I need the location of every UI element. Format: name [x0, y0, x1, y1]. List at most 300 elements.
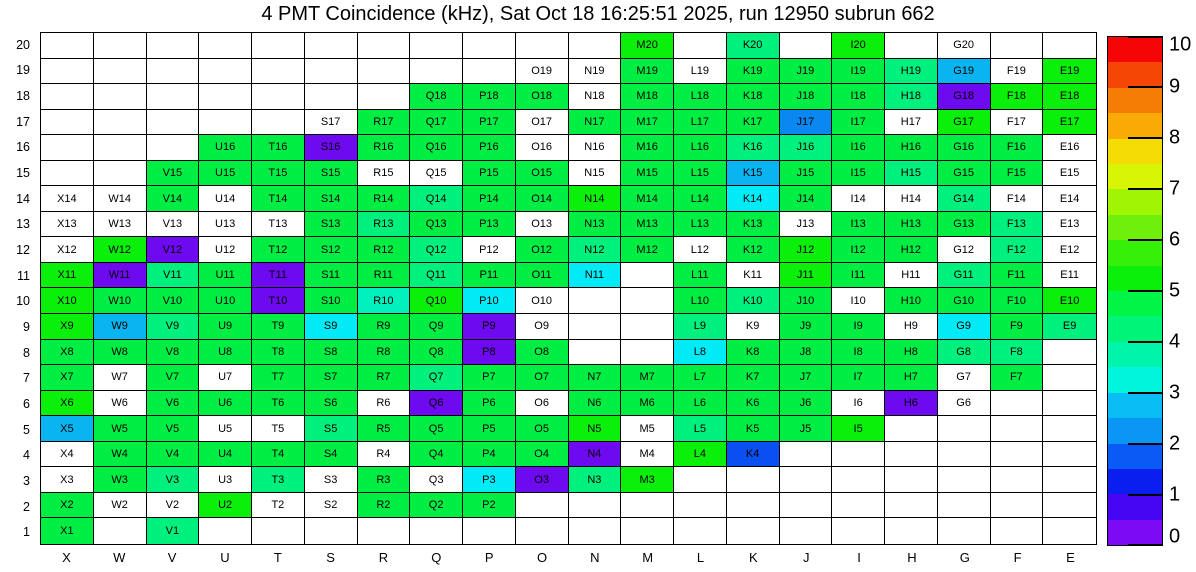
cell-label: V10	[162, 294, 183, 307]
cell-label: Q5	[428, 422, 444, 435]
cell-label: K4	[745, 448, 760, 461]
heatmap-cell	[569, 263, 622, 289]
heatmap-cell	[621, 84, 674, 110]
col-axis-label: K	[749, 549, 758, 565]
cell-label: G10	[953, 294, 975, 307]
heatmap-cell	[199, 186, 252, 212]
heatmap-cell	[252, 33, 305, 59]
heatmap-cell	[569, 186, 622, 212]
heatmap-cell	[727, 59, 780, 85]
cell-label: L13	[690, 218, 710, 231]
cell-label: P8	[482, 345, 496, 358]
cell-label: G7	[956, 371, 971, 384]
cell-label: E11	[1060, 269, 1079, 282]
cell-label: X14	[57, 192, 77, 205]
heatmap-cell	[674, 416, 727, 442]
cell-label: R13	[373, 218, 394, 231]
heatmap-cell	[727, 212, 780, 238]
heatmap-cell	[463, 493, 516, 519]
cell-label: M3	[639, 473, 655, 486]
col-axis-label: H	[907, 549, 917, 565]
heatmap-cell	[938, 263, 991, 289]
heatmap-cell	[463, 442, 516, 468]
heatmap-cell	[885, 518, 938, 544]
heatmap-cell	[94, 493, 147, 519]
cell-label: L4	[693, 448, 706, 461]
y-axis-row-labels	[0, 32, 33, 545]
cell-label: X4	[60, 448, 74, 461]
cell-label: V5	[165, 422, 180, 435]
row-axis-label: 15	[16, 166, 30, 181]
col-axis-label: V	[167, 549, 177, 565]
cell-label: N17	[584, 115, 605, 128]
heatmap-cell	[252, 416, 305, 442]
heatmap-cell	[569, 391, 622, 417]
cell-label: O12	[531, 243, 553, 256]
colorbar-band	[1108, 88, 1162, 113]
heatmap-cell	[147, 340, 200, 366]
row-axis-label: 5	[23, 422, 30, 437]
colorbar	[1107, 36, 1163, 546]
heatmap-cell	[832, 263, 885, 289]
heatmap-cell	[358, 186, 411, 212]
cell-label: W2	[111, 499, 128, 512]
cell-label: V9	[165, 320, 180, 333]
colorbar-band	[1108, 113, 1162, 138]
cell-label: O6	[534, 396, 549, 409]
colorbar-band	[1108, 266, 1162, 291]
heatmap-cell	[621, 442, 674, 468]
cell-label: R9	[376, 320, 391, 333]
cell-label: S16	[320, 141, 341, 154]
cell-label: R12	[373, 243, 394, 256]
cell-label: F9	[1009, 320, 1023, 333]
heatmap-cell	[516, 493, 569, 519]
col-axis-label: E	[1066, 549, 1075, 565]
cell-label: F7	[1009, 371, 1023, 384]
cell-label: O14	[531, 192, 553, 205]
heatmap-cell	[832, 110, 885, 136]
heatmap-cell	[1043, 416, 1096, 442]
heatmap-cell	[516, 365, 569, 391]
heatmap-cell	[147, 263, 200, 289]
heatmap-cell	[938, 59, 991, 85]
cell-label: T10	[268, 294, 288, 307]
heatmap-cell	[621, 493, 674, 519]
cell-label: S15	[320, 167, 341, 180]
cell-label: V3	[165, 473, 180, 486]
cell-label: P3	[482, 473, 496, 486]
cell-label: T4	[271, 448, 285, 461]
heatmap-cell	[516, 467, 569, 493]
heatmap-cell	[991, 84, 1044, 110]
heatmap-cell	[674, 314, 727, 340]
heatmap-cell	[938, 186, 991, 212]
row-axis-label: 6	[23, 397, 30, 412]
heatmap-cell	[1043, 314, 1096, 340]
heatmap-cell	[305, 33, 358, 59]
heatmap-cell	[252, 161, 305, 187]
cell-label: V6	[165, 396, 180, 409]
heatmap-cell	[780, 161, 833, 187]
heatmap-cell	[832, 442, 885, 468]
cell-label: V7	[165, 371, 180, 384]
cell-label: U5	[218, 422, 233, 435]
heatmap-cell	[199, 467, 252, 493]
heatmap-cell	[1043, 110, 1096, 136]
heatmap-cell	[94, 518, 147, 544]
cell-label: L19	[690, 64, 710, 77]
heatmap-cell	[727, 161, 780, 187]
cell-label: W12	[108, 243, 131, 256]
heatmap-cell	[199, 391, 252, 417]
heatmap-cell	[516, 237, 569, 263]
cell-label: U12	[215, 243, 236, 256]
heatmap-cell	[516, 186, 569, 212]
cell-label: P9	[482, 320, 496, 333]
heatmap-cell	[147, 59, 200, 85]
cell-label: E16	[1059, 141, 1080, 154]
colorbar-band	[1108, 418, 1162, 443]
heatmap-cell	[780, 518, 833, 544]
heatmap-cell	[516, 391, 569, 417]
cell-label: Q8	[428, 345, 444, 358]
cell-label: H15	[900, 167, 921, 180]
cell-label: K7	[745, 371, 760, 384]
cell-label: E12	[1059, 243, 1080, 256]
heatmap-cell	[358, 365, 411, 391]
cell-label: L16	[690, 141, 710, 154]
heatmap-cell	[41, 212, 94, 238]
cell-label: M7	[639, 371, 655, 384]
heatmap-cell	[991, 237, 1044, 263]
cell-label: N13	[584, 218, 605, 231]
heatmap-cell	[463, 340, 516, 366]
heatmap-cell	[41, 391, 94, 417]
cell-label: L7	[693, 371, 706, 384]
colorbar-band	[1108, 469, 1162, 494]
cell-label: M6	[639, 396, 655, 409]
heatmap-cell	[305, 391, 358, 417]
heatmap-cell	[199, 365, 252, 391]
heatmap-cell	[938, 135, 991, 161]
heatmap-cell	[938, 33, 991, 59]
heatmap-cell	[938, 442, 991, 468]
heatmap-cell	[832, 416, 885, 442]
cell-label: X13	[57, 218, 77, 231]
heatmap-cell	[885, 391, 938, 417]
cell-label: Q14	[425, 192, 447, 205]
row-axis-label: 7	[23, 371, 30, 386]
heatmap-cell	[727, 237, 780, 263]
colorbar-tick-label: 10	[1169, 33, 1192, 56]
row-axis-label: 12	[16, 243, 30, 258]
cell-label: G14	[953, 192, 975, 205]
colorbar-tick-label: 9	[1169, 75, 1181, 98]
heatmap-cell	[780, 288, 833, 314]
cell-label: T16	[268, 141, 288, 154]
cell-label: G13	[953, 218, 975, 231]
heatmap-cell	[674, 186, 727, 212]
cell-label: Q18	[425, 90, 447, 103]
heatmap-cell	[305, 442, 358, 468]
heatmap-cell	[780, 110, 833, 136]
cell-label: S7	[323, 371, 338, 384]
heatmap-cell	[358, 467, 411, 493]
cell-label: U16	[215, 141, 236, 154]
heatmap-cell	[94, 186, 147, 212]
heatmap-cell	[674, 59, 727, 85]
col-axis-label: J	[802, 549, 810, 565]
heatmap-cell	[569, 212, 622, 238]
cell-label: K13	[742, 218, 763, 231]
cell-label: W4	[111, 448, 128, 461]
heatmap-cell	[41, 135, 94, 161]
heatmap-cell	[410, 365, 463, 391]
heatmap-cell	[94, 288, 147, 314]
plot-title: 4 PMT Coincidence (kHz), Sat Oct 18 16:25:51 2025, run 12950 subrun 662	[261, 3, 935, 25]
heatmap-cell	[727, 33, 780, 59]
col-axis-label: T	[273, 549, 282, 565]
heatmap-cell	[358, 110, 411, 136]
cell-label: K15	[742, 167, 763, 180]
heatmap-cell	[832, 467, 885, 493]
cell-label: K17	[742, 115, 763, 128]
heatmap-cell	[569, 467, 622, 493]
heatmap-cell	[674, 340, 727, 366]
cell-label: H9	[903, 320, 918, 333]
colorbar-band	[1108, 139, 1162, 164]
cell-label: W6	[111, 396, 128, 409]
heatmap-cell	[674, 110, 727, 136]
cell-label: T12	[268, 243, 288, 256]
heatmap-cell	[674, 135, 727, 161]
heatmap-cell	[358, 161, 411, 187]
col-axis-label: Q	[431, 549, 442, 565]
heatmap-cell	[516, 340, 569, 366]
cell-label: Q6	[428, 396, 444, 409]
heatmap-cell	[358, 59, 411, 85]
colorbar-tick-label: 5	[1169, 279, 1181, 302]
heatmap-cell	[674, 33, 727, 59]
heatmap-cell	[727, 314, 780, 340]
cell-label: K20	[742, 39, 763, 52]
cell-label: R10	[373, 294, 394, 307]
heatmap-cell	[463, 467, 516, 493]
heatmap-cell	[410, 59, 463, 85]
heatmap-cell	[832, 493, 885, 519]
heatmap-cell	[569, 84, 622, 110]
cell-label: J15	[796, 167, 815, 180]
heatmap-cell	[885, 288, 938, 314]
cell-label: P4	[482, 448, 496, 461]
heatmap-cell	[674, 518, 727, 544]
cell-label: N16	[584, 141, 605, 154]
cell-label: U15	[215, 167, 236, 180]
heatmap-cell	[991, 391, 1044, 417]
heatmap-cell	[832, 518, 885, 544]
cell-label: X2	[60, 499, 74, 512]
heatmap-cell	[938, 110, 991, 136]
cell-label: J19	[796, 64, 815, 77]
heatmap-cell	[621, 161, 674, 187]
row-axis-label: 14	[16, 191, 30, 206]
heatmap-cell	[410, 314, 463, 340]
heatmap-cell	[621, 212, 674, 238]
heatmap-cell	[1043, 493, 1096, 519]
heatmap-cell	[1043, 237, 1096, 263]
heatmap-cell	[516, 416, 569, 442]
heatmap-cell	[885, 110, 938, 136]
cell-label: U4	[218, 448, 233, 461]
heatmap-cell	[41, 110, 94, 136]
cell-label: J8	[799, 345, 812, 358]
cell-label: T5	[271, 422, 285, 435]
cell-label: M4	[639, 448, 655, 461]
heatmap-cell	[621, 391, 674, 417]
heatmap-cell	[252, 365, 305, 391]
cell-label: P5	[482, 422, 496, 435]
heatmap-cell	[410, 186, 463, 212]
col-axis-label: G	[959, 549, 970, 565]
heatmap-cell	[516, 59, 569, 85]
heatmap-cell	[780, 263, 833, 289]
cell-label: M5	[639, 422, 655, 435]
cell-label: W10	[108, 294, 131, 307]
heatmap-cell	[569, 314, 622, 340]
cell-label: J6	[799, 396, 812, 409]
cell-label: Q3	[428, 473, 444, 486]
heatmap-cell	[305, 493, 358, 519]
heatmap-cell	[252, 110, 305, 136]
heatmap-cell	[410, 212, 463, 238]
heatmap-cell	[305, 237, 358, 263]
cell-label: F14	[1006, 192, 1026, 205]
cell-label: N3	[587, 473, 602, 486]
cell-label: F10	[1006, 294, 1026, 307]
cell-label: T11	[268, 269, 287, 282]
heatmap-cell	[463, 263, 516, 289]
heatmap-cell	[832, 186, 885, 212]
row-axis-label: 4	[23, 448, 30, 463]
colorbar-tick-label: 4	[1169, 330, 1181, 353]
heatmap-cell	[938, 467, 991, 493]
heatmap-cell	[938, 212, 991, 238]
col-axis-label: S	[326, 549, 335, 565]
cell-label: X8	[60, 345, 74, 358]
heatmap-cell	[780, 84, 833, 110]
cell-label: U6	[218, 396, 233, 409]
cell-label: K16	[742, 141, 763, 154]
heatmap-cell	[147, 365, 200, 391]
heatmap-cell	[94, 263, 147, 289]
heatmap-cell	[305, 314, 358, 340]
heatmap-cell	[885, 365, 938, 391]
heatmap-cell	[94, 365, 147, 391]
cell-label: H17	[900, 115, 921, 128]
cell-label: X11	[57, 269, 77, 282]
heatmap-cell	[991, 288, 1044, 314]
cell-label: M17	[636, 115, 658, 128]
heatmap-cell	[252, 59, 305, 85]
heatmap-cell	[938, 314, 991, 340]
cell-label: W9	[111, 320, 128, 333]
heatmap-cell	[41, 59, 94, 85]
cell-label: S13	[320, 218, 341, 231]
heatmap-cell	[147, 110, 200, 136]
col-axis-label: U	[220, 549, 230, 565]
cell-label: G11	[953, 269, 974, 282]
col-axis-label: W	[113, 549, 126, 565]
heatmap-cell	[358, 314, 411, 340]
heatmap-cell	[1043, 365, 1096, 391]
heatmap-cell	[41, 340, 94, 366]
heatmap-cell	[727, 186, 780, 212]
heatmap-cell	[305, 365, 358, 391]
cell-label: S10	[320, 294, 341, 307]
cell-label: G17	[953, 115, 975, 128]
heatmap-cell	[727, 365, 780, 391]
cell-label: V14	[162, 192, 183, 205]
heatmap-cell	[463, 59, 516, 85]
cell-label: R15	[373, 167, 394, 180]
cell-label: J7	[799, 371, 812, 384]
cell-label: M14	[636, 192, 658, 205]
heatmap-cell	[885, 416, 938, 442]
heatmap-cell	[147, 33, 200, 59]
heatmap-cell	[832, 365, 885, 391]
heatmap-cell	[41, 84, 94, 110]
cell-label: V8	[165, 345, 180, 358]
heatmap-cell	[516, 263, 569, 289]
heatmap-cell	[516, 33, 569, 59]
heatmap-cell	[569, 135, 622, 161]
cell-label: F15	[1006, 167, 1026, 180]
cell-label: W8	[111, 345, 128, 358]
heatmap-cell	[674, 365, 727, 391]
row-axis-label: 8	[23, 345, 30, 360]
cell-label: L17	[690, 115, 710, 128]
cell-label: E9	[1062, 320, 1077, 333]
heatmap-cell	[358, 416, 411, 442]
heatmap-cell	[1043, 340, 1096, 366]
heatmap-cell	[1043, 263, 1096, 289]
colorbar-band	[1108, 189, 1162, 214]
heatmap-cell	[94, 84, 147, 110]
heatmap-cell	[41, 33, 94, 59]
cell-label: J16	[796, 141, 815, 154]
heatmap-cell	[463, 314, 516, 340]
cell-label: R7	[376, 371, 391, 384]
cell-label: Q2	[428, 499, 444, 512]
heatmap-cell	[410, 110, 463, 136]
heatmap-cell	[569, 340, 622, 366]
cell-label: H14	[900, 192, 921, 205]
heatmap-cell	[41, 467, 94, 493]
cell-label: O4	[534, 448, 549, 461]
cell-label: Q11	[426, 269, 447, 282]
heatmap-cell	[516, 314, 569, 340]
heatmap-cell	[1043, 59, 1096, 85]
heatmap-cell	[674, 212, 727, 238]
heatmap-cell	[199, 33, 252, 59]
cell-label: E15	[1059, 167, 1080, 180]
heatmap-cell	[832, 84, 885, 110]
heatmap-cell	[569, 237, 622, 263]
cell-label: L15	[690, 167, 710, 180]
heatmap-cell	[305, 186, 358, 212]
cell-label: J13	[796, 218, 815, 231]
